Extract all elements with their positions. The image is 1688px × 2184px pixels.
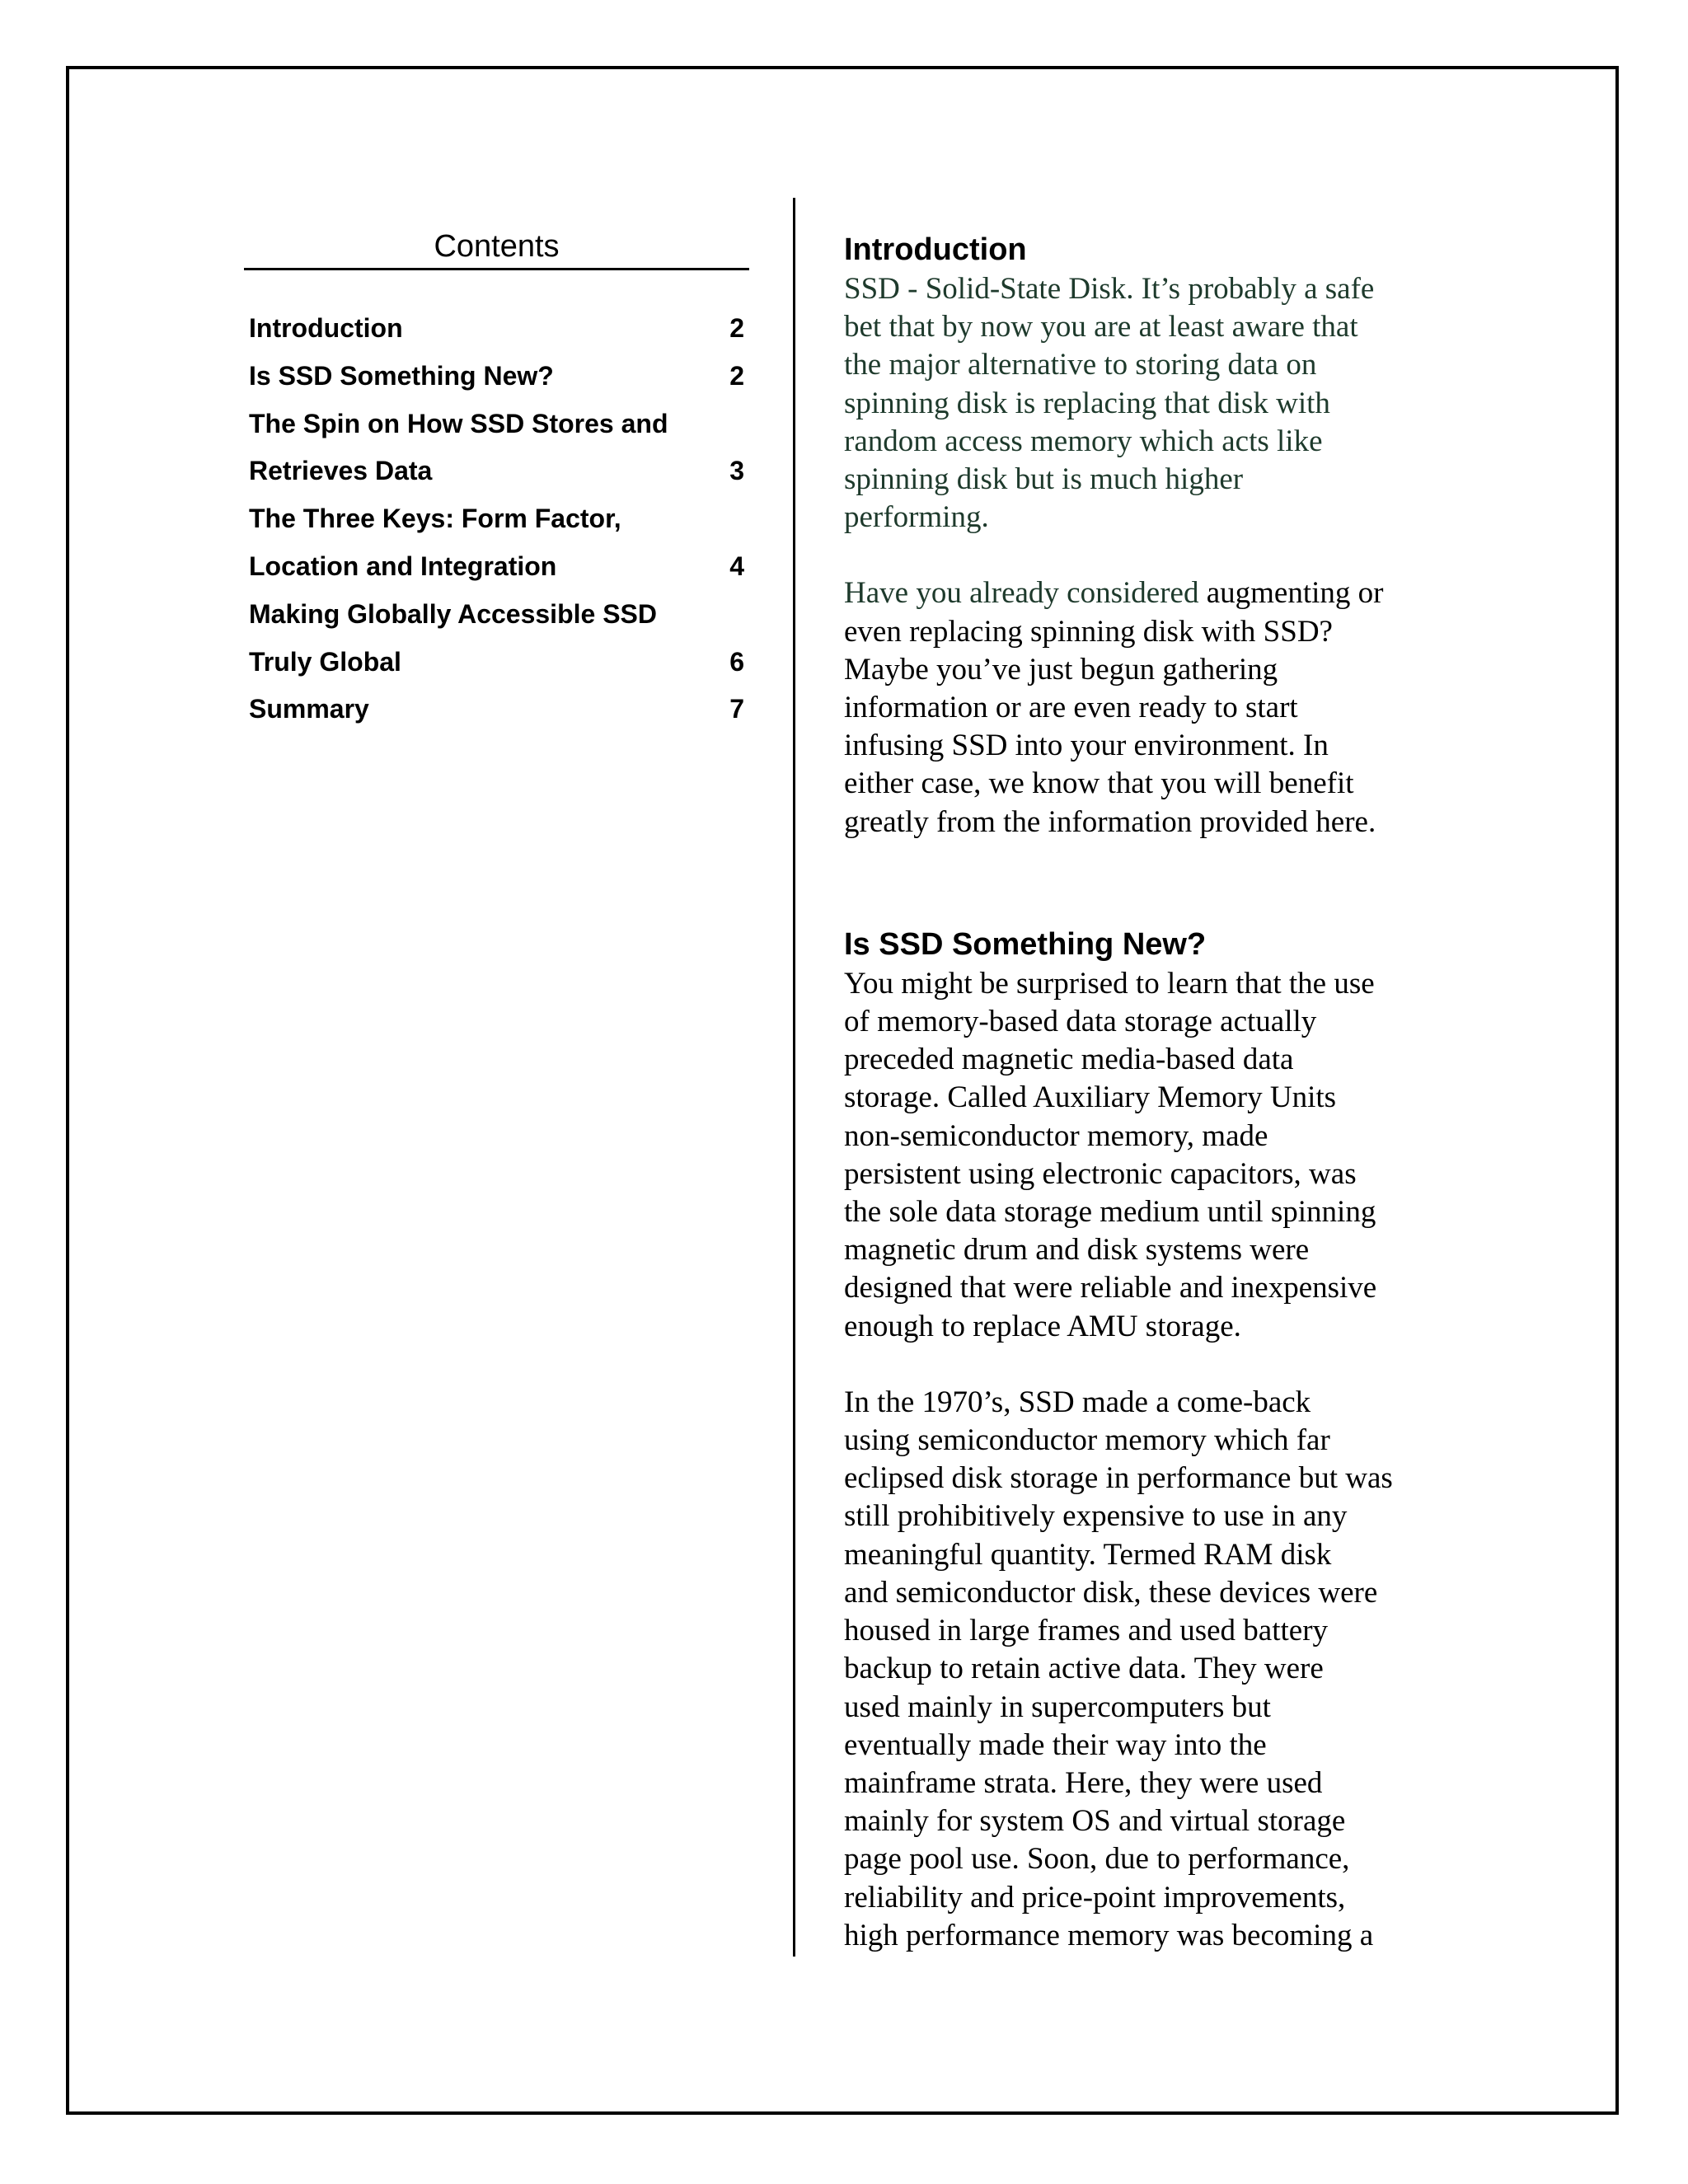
text-line: random access memory which acts like (844, 424, 1323, 458)
toc-entry-page: 2 (729, 360, 744, 391)
table-of-contents (244, 229, 749, 733)
text-line: the sole data storage medium until spinning (844, 1195, 1376, 1230)
text-line: either case, we know that you will benefit (844, 766, 1354, 801)
text-line: bet that by now you are at least aware that (844, 310, 1358, 344)
main-content (844, 229, 1487, 1955)
toc-entry-title: Summary (249, 694, 369, 724)
toc-entry-title: Truly Global (249, 646, 401, 677)
text-line: high performance memory was becoming a (844, 1918, 1374, 1952)
toc-heading: Contents (244, 229, 749, 270)
toc-entry[interactable] (244, 543, 744, 591)
toc-entry[interactable] (244, 495, 744, 543)
section-heading-ssd-new: Is SSD Something New? (844, 926, 1207, 962)
text-line: backup to retain active data. They were (844, 1652, 1324, 1686)
toc-entry-page: 4 (729, 551, 744, 581)
ssd-new-paragraph-2 (844, 1384, 1487, 1955)
text-line: even replacing spinning disk with SSD? (844, 614, 1333, 649)
toc-entry-page: 2 (729, 313, 744, 343)
text-line: Maybe you’ve just begun gathering (844, 652, 1278, 687)
text-line: information or are even ready to start (844, 691, 1298, 725)
toc-entry[interactable] (244, 591, 744, 639)
text-line: page pool use. Soon, due to performance, (844, 1842, 1350, 1877)
text-line: used mainly in supercomputers but (844, 1690, 1271, 1724)
text-line: spinning disk is replacing that disk with (844, 386, 1330, 420)
text-line: infusing SSD into your environment. In (844, 729, 1329, 763)
text-line: You might be surprised to learn that the use (844, 966, 1375, 1001)
text-line: mainframe strata. Here, they were used (844, 1765, 1323, 1800)
toc-entry[interactable] (244, 353, 744, 401)
text-segment-green: Have you already considered (844, 576, 1199, 611)
toc-entry-title: Introduction (249, 313, 403, 343)
text-line: mainly for system OS and virtual storage (844, 1804, 1346, 1839)
section-heading-introduction: Introduction (844, 232, 1027, 267)
text-line: In the 1970’s, SSD made a come-back (844, 1385, 1311, 1419)
text-line: spinning disk but is much higher (844, 462, 1244, 497)
text-line: non-semiconductor memory, made (844, 1118, 1268, 1153)
text-line: of memory-based data storage actually (844, 1005, 1317, 1039)
text-line: SSD - Solid-State Disk. It’s probably a safe (844, 272, 1375, 306)
text-line: housed in large frames and used battery (844, 1614, 1329, 1648)
toc-entry-title: Is SSD Something New? (249, 360, 554, 391)
text-line: reliability and price-point improvements, (844, 1880, 1346, 1915)
toc-entry-title: Location and Integration (249, 551, 557, 581)
text-line: persistent using electronic capacitors, was (844, 1156, 1357, 1191)
text-line: still prohibitively expensive to use in any (844, 1499, 1348, 1534)
toc-entry-title: Retrieves Data (249, 456, 433, 486)
toc-entry-page: 3 (729, 456, 744, 486)
text-line: using semiconductor memory which far (844, 1423, 1330, 1458)
text-line: designed that were reliable and inexpensive (844, 1271, 1377, 1305)
toc-entry[interactable] (244, 639, 744, 687)
toc-entry-title: The Spin on How SSD Stores and (249, 408, 668, 438)
toc-entry[interactable] (244, 448, 744, 495)
toc-entry-title: Making Globally Accessible SSD (249, 598, 657, 629)
text-line: eclipsed disk storage in performance but was (844, 1461, 1393, 1496)
toc-entry[interactable] (244, 305, 744, 353)
text-line: magnetic drum and disk systems were (844, 1233, 1310, 1268)
text-segment: augmenting or (1198, 576, 1384, 611)
intro-paragraph-1 (844, 270, 1487, 537)
text-line: and semiconductor disk, these devices were (844, 1575, 1378, 1610)
text-line: storage. Called Auxiliary Memory Units (844, 1080, 1337, 1115)
text-line: enough to replace AMU storage. (844, 1309, 1241, 1343)
intro-paragraph-2 (844, 574, 1487, 841)
text-line: greatly from the information provided here. (844, 804, 1376, 839)
text-line: performing. (844, 500, 989, 535)
toc-entry-page: 7 (729, 694, 744, 724)
text-line: meaningful quantity. Termed RAM disk (844, 1537, 1332, 1572)
toc-entry[interactable] (244, 401, 744, 448)
text-line: preceded magnetic media-based data (844, 1043, 1294, 1077)
text-line: eventually made their way into the (844, 1727, 1267, 1762)
ssd-new-paragraph-1 (844, 965, 1487, 1346)
toc-list (244, 305, 749, 733)
toc-entry[interactable] (244, 686, 744, 733)
text-line: the major alternative to storing data on (844, 348, 1317, 382)
toc-entry-title: The Three Keys: Form Factor, (249, 504, 621, 534)
toc-entry-page: 6 (729, 646, 744, 677)
column-divider (793, 198, 795, 1957)
